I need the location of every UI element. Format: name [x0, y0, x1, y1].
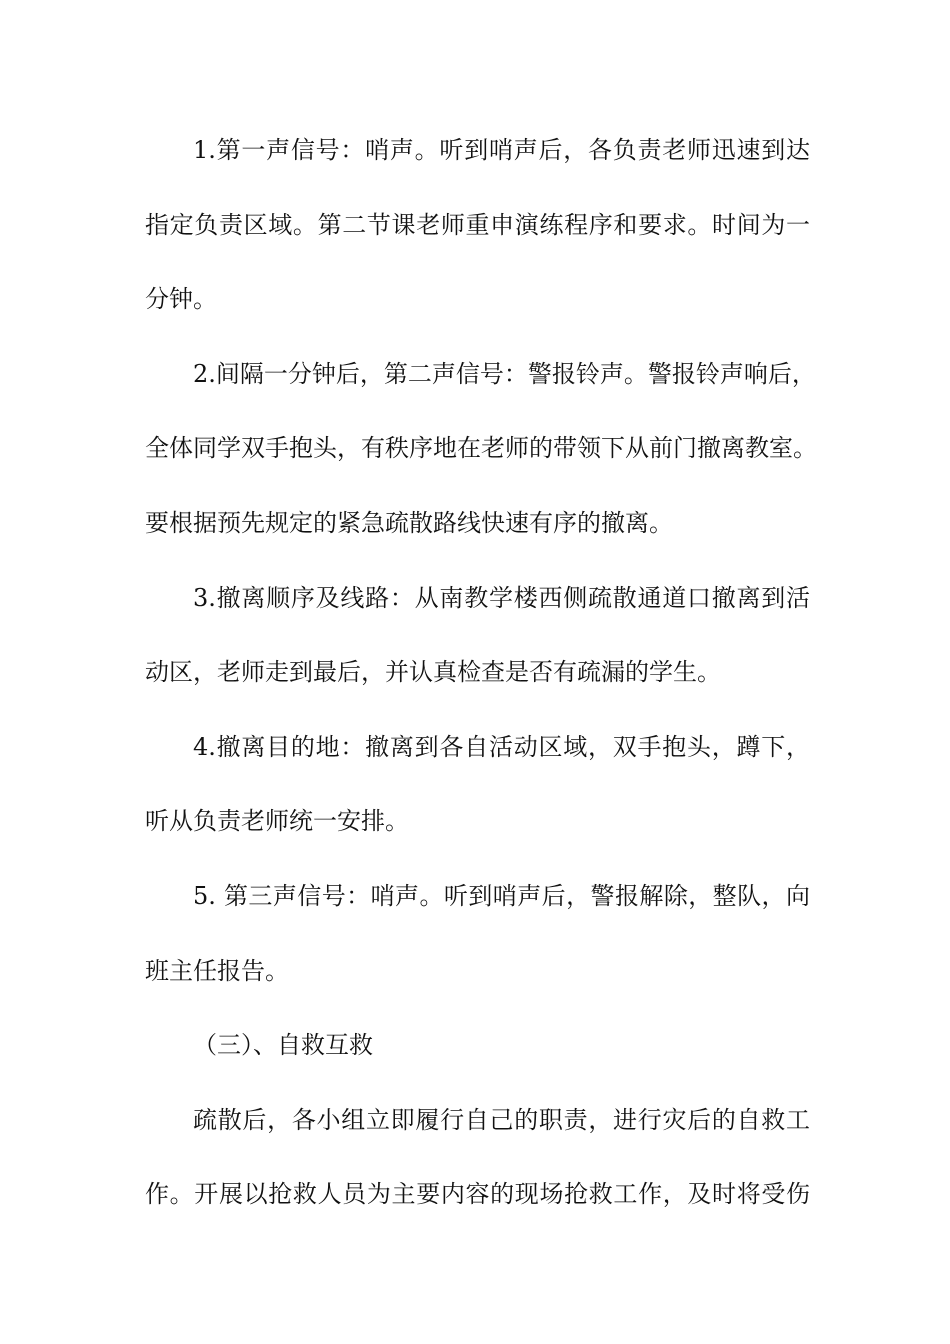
paragraph-line: 指定负责区域。第二节课老师重申演练程序和要求。时间为一: [145, 210, 810, 239]
document-body: [145, 120, 817, 1239]
paragraph-line: 班主任报告。: [145, 956, 289, 985]
paragraph-line: 作。开展以抢救人员为主要内容的现场抢救工作，及时将受伤: [145, 1180, 810, 1209]
paragraph-line: 5. 第三声信号：哨声。听到哨声后，警报解除，整队，向: [193, 881, 810, 910]
paragraph-line: 听从负责老师统一安排。: [145, 807, 409, 836]
paragraph-line: 分钟。: [145, 285, 217, 314]
section-heading: （三）、自救互救: [193, 1031, 373, 1060]
paragraph-line: 全体同学双手抱头，有秩序地在老师的带领下从前门撤离教室。: [145, 434, 817, 463]
paragraph-line: 要根据预先规定的紧急疏散路线快速有序的撤离。: [145, 508, 673, 537]
paragraph-line: 3.撤离顺序及线路：从南教学楼西侧疏散通道口撤离到活: [193, 583, 810, 612]
paragraph-line: 动区，老师走到最后，并认真检查是否有疏漏的学生。: [145, 658, 721, 687]
paragraph-line: 疏散后，各小组立即履行自己的职责，进行灾后的自救工: [193, 1105, 810, 1134]
paragraph-line: 2.间隔一分钟后，第二声信号：警报铃声。警报铃声响后，: [193, 359, 816, 388]
paragraph-line: 1.第一声信号：哨声。听到哨声后，各负责老师迅速到达: [193, 136, 810, 164]
paragraph-line: 4.撤离目的地：撤离到各自活动区域，双手抱头，蹲下，: [193, 732, 810, 761]
